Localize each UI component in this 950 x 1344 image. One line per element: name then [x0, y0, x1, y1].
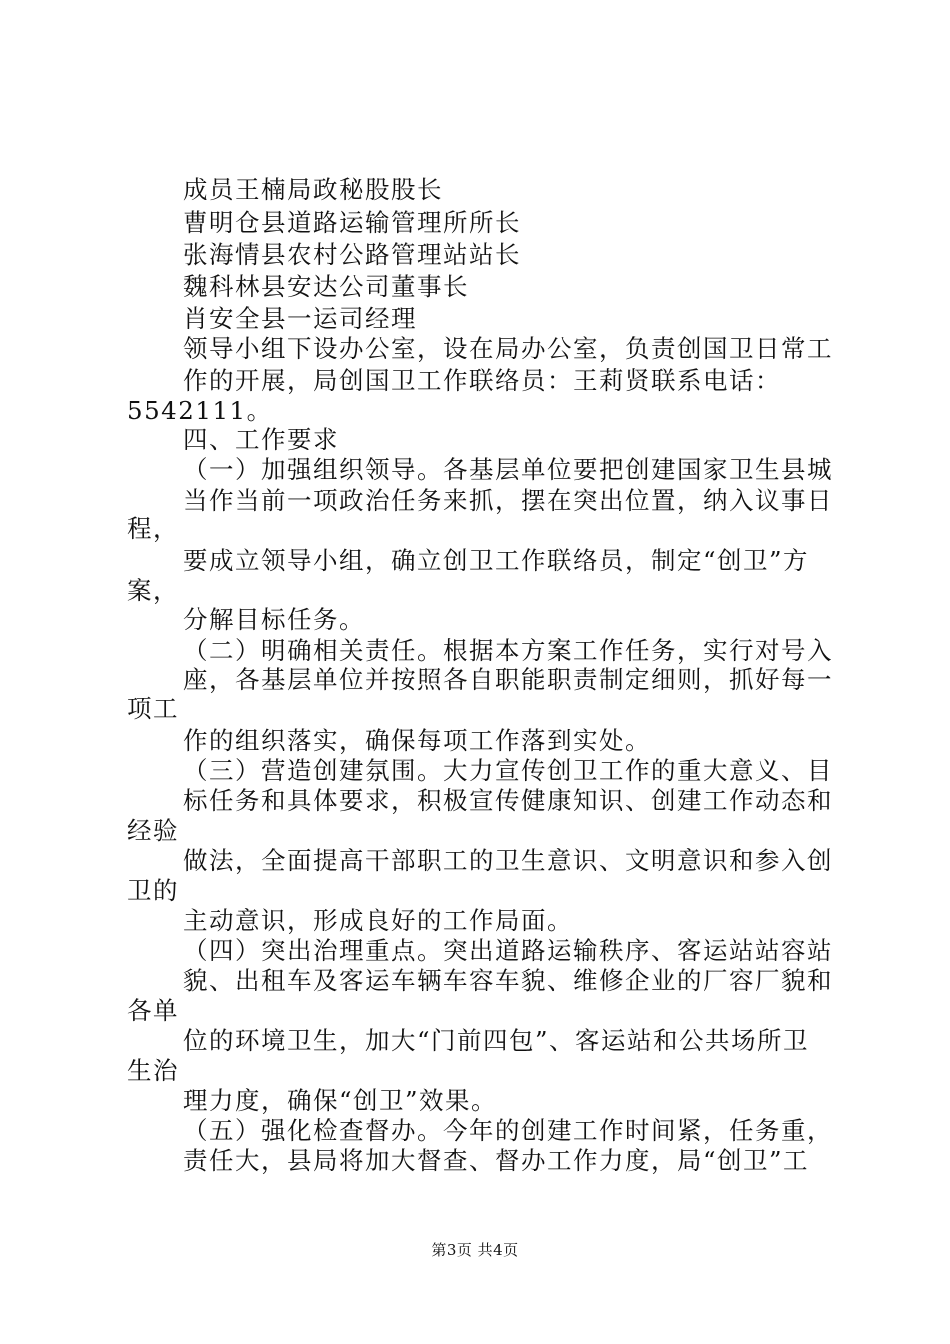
text-line: 项工 [127, 694, 179, 723]
text-line: 作的开展，局创国卫工作联络员：王莉贤联系电话： [183, 366, 781, 395]
text-line: 肖安全县一运司经理 [183, 304, 417, 333]
text-line: 主动意识，形成良好的工作局面。 [183, 906, 573, 935]
text-line: 责任大，县局将加大督查、督办工作力度，局“创卫”工 [183, 1146, 810, 1175]
text-line: 当作当前一项政治任务来抓，摆在突出位置，纳入议事日 [183, 486, 833, 515]
text-line: 张海情县农村公路管理站站长 [183, 240, 521, 269]
page-footer: 第3页 共4页 [431, 1241, 519, 1259]
text-line: 作的组织落实，确保每项工作落到实处。 [183, 726, 651, 755]
text-line: 各单 [127, 996, 179, 1025]
text-line: （二）明确相关责任。根据本方案工作任务，实行对号入 [183, 636, 833, 665]
text-line: 位的环境卫生，加大“门前四包”、客运站和公共场所卫 [183, 1026, 810, 1055]
text-line: 标任务和具体要求，积极宣传健康知识、创建工作动态和 [183, 786, 833, 815]
text-line: （一）加强组织领导。各基层单位要把创建国家卫生县城 [183, 455, 833, 484]
text-line: 经验 [127, 816, 179, 845]
text-line: （四）突出治理重点。突出道路运输秩序、客运站站容站 [183, 936, 833, 965]
text-line: （五）强化检查督办。今年的创建工作时间紧，任务重， [183, 1116, 833, 1145]
text-line: 理力度，确保“创卫”效果。 [183, 1086, 498, 1115]
text-line: 卫的 [127, 876, 179, 905]
text-line: 貌、出租车及客运车辆车容车貌、维修企业的厂容厂貌和 [183, 966, 833, 995]
text-line: 成员王楠局政秘股股长 [183, 175, 443, 204]
text-line: 曹明仓县道路运输管理所所长 [183, 208, 521, 237]
text-line: 分解目标任务。 [183, 605, 365, 634]
text-line: 5542111。 [127, 396, 273, 425]
text-line: 魏科林县安达公司董事长 [183, 272, 469, 301]
text-line: 生治 [127, 1056, 179, 1085]
text-line: 四、工作要求 [183, 425, 339, 454]
text-line: 案， [127, 576, 179, 605]
text-line: 领导小组下设办公室，设在局办公室，负责创国卫日常工 [183, 334, 833, 363]
text-line: 做法，全面提高干部职工的卫生意识、文明意识和参入创 [183, 846, 833, 875]
text-line: 程， [127, 514, 179, 543]
text-line: （三）营造创建氛围。大力宣传创卫工作的重大意义、目 [183, 756, 833, 785]
text-line: 要成立领导小组，确立创卫工作联络员，制定“创卫”方 [183, 546, 810, 575]
text-line: 座，各基层单位并按照各自职能职责制定细则，抓好每一 [183, 665, 833, 694]
